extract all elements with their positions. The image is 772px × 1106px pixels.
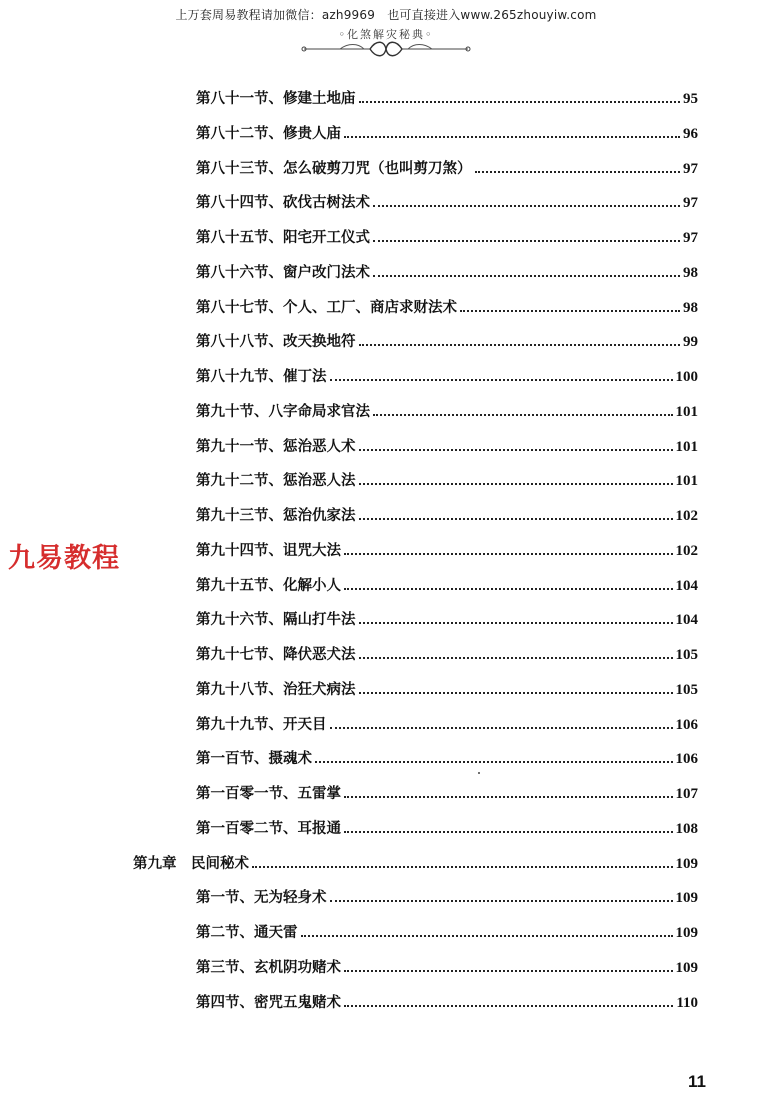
toc-dot-leader — [252, 866, 673, 868]
running-head: ◦化煞解灾秘典◦ — [338, 28, 434, 41]
toc-entry — [196, 953, 698, 977]
toc-dot-leader — [344, 1005, 673, 1007]
toc-entry-page: 104 — [675, 612, 698, 629]
toc-entry-title: 第八十三节、怎么破剪刀咒（也叫剪刀煞） — [196, 159, 472, 177]
toc-entry-title: 第八十五节、阳宅开工仪式 — [196, 229, 370, 246]
toc-entry-page: 109 — [675, 959, 698, 976]
toc-entry-page: 101 — [675, 473, 698, 490]
toc-entry-title: 第八十六节、窗户改门法术 — [196, 263, 370, 281]
toc-dot-leader — [344, 553, 673, 555]
watermark-text: 九易教程 — [8, 543, 120, 574]
toc-dot-leader — [344, 136, 680, 138]
header-banner: 上万套周易教程请加微信：azh9969 也可直接进入www.265zhouyiw.com — [175, 8, 597, 22]
toc-dot-leader — [359, 518, 673, 520]
toc-entry-page: 108 — [675, 820, 698, 837]
toc-dot-leader — [373, 414, 673, 416]
toc-entry — [196, 814, 698, 838]
toc-dot-leader — [344, 796, 673, 798]
toc-entry-title: 第八十八节、改天换地符 — [196, 333, 356, 351]
toc-entry-title: 第四节、密咒五鬼赌术 — [196, 993, 341, 1011]
toc-entry-page: 102 — [675, 508, 698, 524]
toc-entry-title: 第八十一节、修建土地庙 — [196, 90, 356, 107]
toc-entry — [196, 918, 698, 942]
toc-entry — [196, 536, 698, 560]
toc-entry-page: 107 — [675, 786, 698, 802]
toc-dot-leader — [359, 657, 673, 659]
toc-entry — [196, 154, 698, 178]
toc-entry-title: 第九十四节、诅咒大法 — [196, 541, 341, 559]
toc-entry-title: 第一节、无为轻身术 — [196, 889, 327, 907]
toc-dot-leader — [330, 379, 673, 381]
toc-dot-leader — [330, 727, 673, 729]
toc-entry-page: 97 — [683, 230, 698, 246]
toc-entry — [196, 293, 698, 317]
toc-entry — [196, 988, 698, 1012]
toc-dot-leader — [373, 205, 680, 207]
toc-dot-leader — [359, 449, 673, 451]
stray-mark — [478, 772, 480, 774]
toc-entry-title: 第二节、通天雷 — [196, 924, 298, 941]
toc-entry — [196, 883, 698, 907]
toc-entry-page: 96 — [683, 125, 698, 142]
toc-dot-leader — [460, 310, 680, 312]
toc-entry-page: 97 — [683, 160, 698, 177]
toc-entry — [196, 362, 698, 386]
toc-chapter-entry — [133, 849, 698, 873]
toc-entry — [196, 640, 698, 664]
toc-entry-title: 第八十四节、砍伐古树法术 — [196, 194, 370, 212]
toc-entry — [196, 188, 698, 212]
toc-entry-page: 109 — [675, 890, 698, 907]
toc-entry-page: 98 — [683, 264, 698, 281]
toc-entry-title: 第九十八节、治狂犬病法 — [196, 680, 356, 698]
toc-entry-page: 109 — [675, 855, 698, 872]
toc-dot-leader — [344, 970, 673, 972]
toc-entry-title: 第三节、玄机阴功赌术 — [196, 958, 341, 976]
toc-entry — [196, 258, 698, 282]
toc-entry-title: 第一百零一节、五雷掌 — [196, 785, 341, 802]
toc-entry — [196, 119, 698, 143]
toc-entry — [196, 223, 698, 247]
toc-entry — [196, 432, 698, 456]
toc-entry-page: 98 — [683, 299, 698, 316]
toc-entry-title: 第九章 民间秘术 — [133, 854, 249, 872]
toc-dot-leader — [315, 761, 673, 763]
toc-entry — [196, 744, 698, 768]
toc-entry-title: 第九十七节、降伏恶犬法 — [196, 646, 356, 663]
toc-entry-page: 102 — [675, 542, 698, 559]
toc-entry-page: 105 — [675, 681, 698, 698]
toc-entry — [196, 710, 698, 734]
toc-entry-title: 第九十五节、化解小人 — [196, 576, 341, 594]
toc-dot-leader — [359, 483, 673, 485]
toc-entry-page: 106 — [675, 751, 698, 768]
toc-entry-title: 第八十九节、催丁法 — [196, 368, 327, 385]
toc-dot-leader — [475, 171, 681, 173]
toc-entry — [196, 327, 698, 351]
toc-entry-page: 101 — [675, 403, 698, 420]
toc-entry-page: 97 — [683, 195, 698, 212]
toc-entry-title: 第九十九节、开天目 — [196, 715, 327, 733]
toc-dot-leader — [301, 935, 673, 937]
toc-entry-title: 第九十三节、惩治仇家法 — [196, 507, 356, 524]
toc-entry-title: 第一百节、摄魂术 — [196, 750, 312, 768]
toc-entry-title: 第九十二节、惩治恶人法 — [196, 472, 356, 490]
toc-dot-leader — [373, 275, 680, 277]
toc-dot-leader — [373, 240, 680, 242]
toc-dot-leader — [359, 101, 681, 103]
toc-entry-page: 101 — [675, 438, 698, 455]
toc-entry — [196, 571, 698, 595]
toc-entry-title: 第九十一节、惩治恶人术 — [196, 437, 356, 455]
toc-entry-page: 105 — [675, 647, 698, 663]
ornament-divider-icon — [300, 38, 472, 60]
toc-dot-leader — [344, 588, 673, 590]
toc-entry — [196, 397, 698, 421]
toc-dot-leader — [359, 622, 673, 624]
toc-entry — [196, 84, 698, 108]
toc-entry-title: 第九十节、八字命局求官法 — [196, 402, 370, 420]
toc-entry — [196, 779, 698, 803]
toc-entry-title: 第九十六节、隔山打牛法 — [196, 611, 356, 629]
toc-entry-title: 第八十七节、个人、工厂、商店求财法术 — [196, 298, 457, 316]
toc-entry — [196, 466, 698, 490]
toc-entry-page: 100 — [675, 369, 698, 385]
toc-dot-leader — [359, 692, 673, 694]
toc-entry-page: 104 — [675, 577, 698, 594]
toc-entry — [196, 675, 698, 699]
toc-dot-leader — [359, 344, 681, 346]
toc-dot-leader — [344, 831, 673, 833]
page-number: 11 — [688, 1072, 706, 1091]
toc-entry-title: 第八十二节、修贵人庙 — [196, 124, 341, 142]
toc-entry-page: 95 — [683, 91, 698, 107]
toc-entry-page: 99 — [683, 334, 698, 351]
toc-entry — [196, 605, 698, 629]
toc-entry — [196, 501, 698, 525]
toc-entry-page: 106 — [675, 716, 698, 733]
toc-entry-title: 第一百零二节、耳报通 — [196, 819, 341, 837]
toc-entry-page: 110 — [676, 994, 698, 1011]
toc-dot-leader — [330, 900, 673, 902]
toc-entry-page: 109 — [675, 925, 698, 941]
